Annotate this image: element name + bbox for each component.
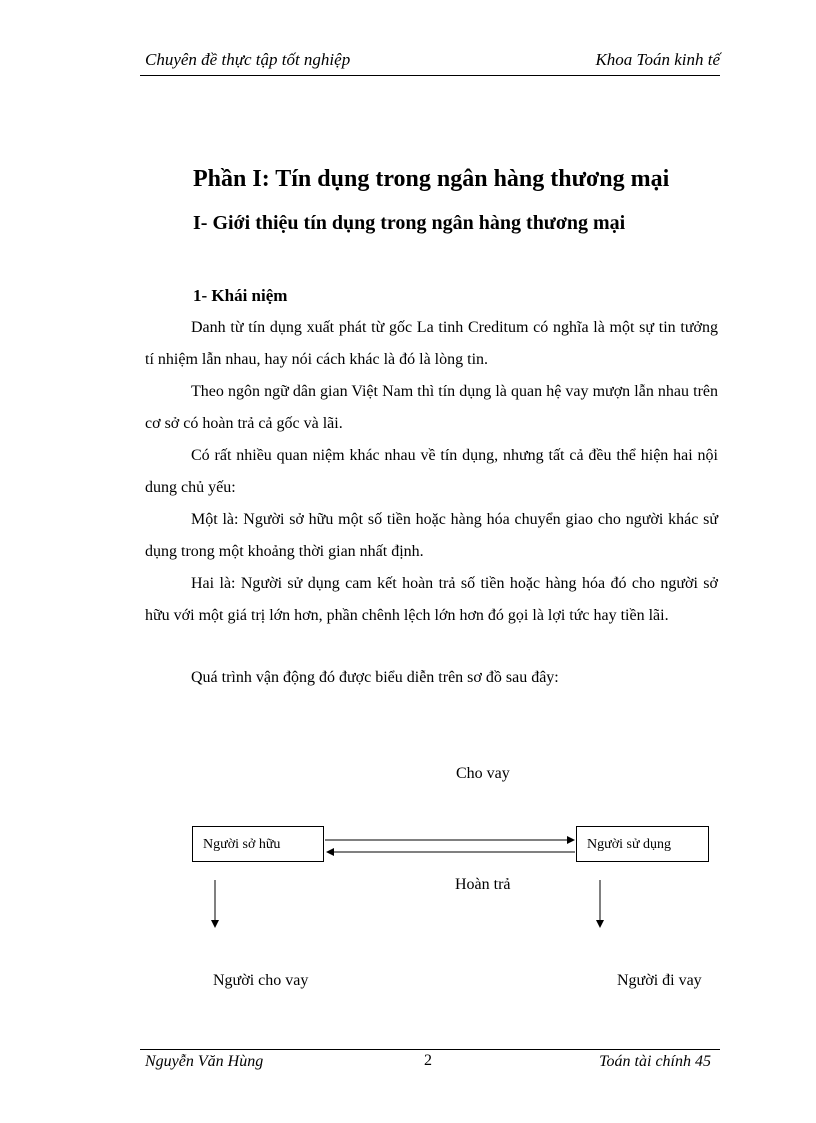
lender-label: Người cho vay — [213, 972, 309, 989]
paragraph-5: Hai là: Người sử dụng cam kết hoàn trả số tiền hoặc hàng hóa đó cho người sở hữu với một giá trị lớn hơn, phần chênh lệch lớn hơn đó gọi là lợi tức hay tiền lãi. — [145, 575, 718, 624]
paragraph-1: Danh từ tín dụng xuất phát từ gốc La tinh Creditum có nghĩa là một sự tin tưởng tí nhiệm lẫn nhau, hay nói cách khác là đó là lòng tin. — [145, 319, 718, 368]
footer-left: Nguyễn Văn Hùng — [145, 1053, 264, 1070]
user-box: Người sử dụng — [576, 826, 709, 862]
diagram-top-label: Cho vay — [456, 765, 510, 782]
part-title: Phần I: Tín dụng trong ngân hàng thương mại — [193, 166, 670, 192]
footer-rule — [140, 1049, 720, 1050]
footer-right: Toán tài chính 45 — [599, 1053, 711, 1070]
section-title: I- Giới thiệu tín dụng trong ngân hàng thương mại — [193, 212, 626, 234]
header-left: Chuyên đề thực tập tốt nghiệp — [145, 50, 351, 69]
owner-box: Người sở hữu — [192, 826, 324, 862]
page-number: 2 — [424, 1052, 432, 1069]
paragraph-2: Theo ngôn ngữ dân gian Việt Nam thì tín dụng là quan hệ vay mượn lẫn nhau trên cơ sở có hoàn trả cả gốc và lãi. — [145, 383, 718, 432]
borrower-label: Người đi vay — [617, 972, 702, 989]
subsection-title: 1- Khái niệm — [193, 286, 288, 305]
header-right: Khoa Toán kinh tế — [595, 50, 720, 69]
diagram-bottom-label: Hoàn trả — [455, 876, 511, 893]
paragraph-3: Có rất nhiều quan niệm khác nhau về tín dụng, nhưng tất cả đều thể hiện hai nội dung chủ yếu: — [145, 447, 718, 496]
paragraph-6: Quá trình vận động đó được biểu diễn trên sơ đồ sau đây: — [191, 669, 559, 686]
paragraph-4: Một là: Người sở hữu một số tiền hoặc hàng hóa chuyển giao cho người khác sử dụng trong một khoảng thời gian nhất định. — [145, 511, 718, 560]
